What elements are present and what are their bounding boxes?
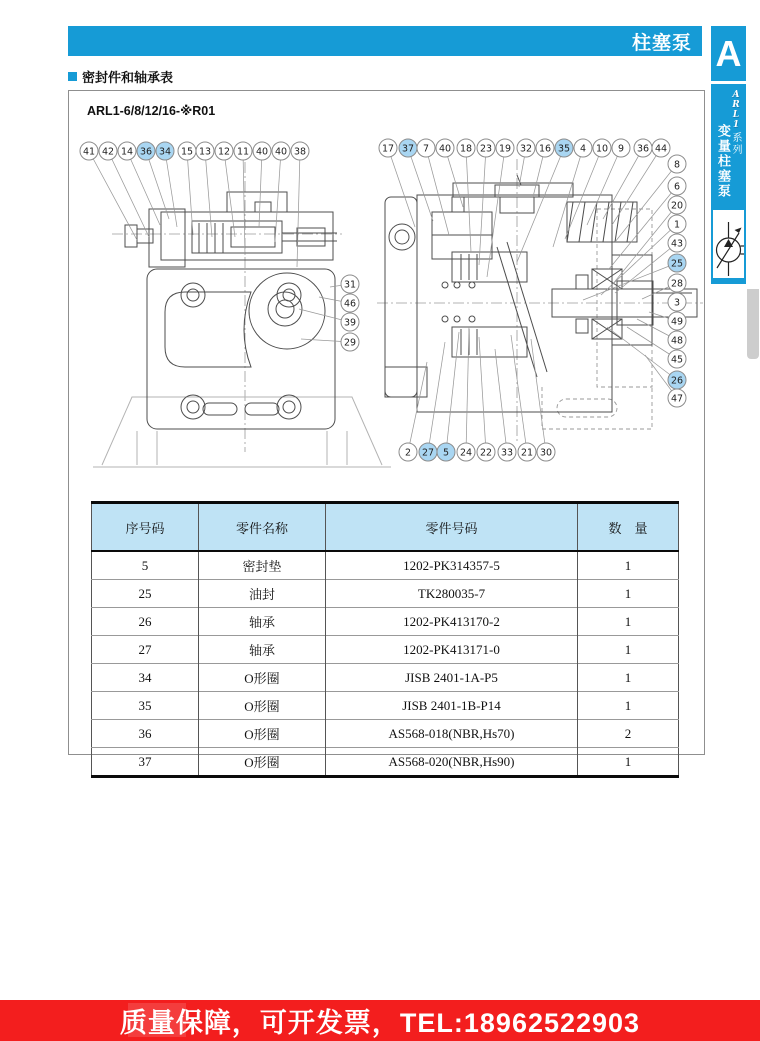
table-header-cell: 零件号码	[326, 503, 578, 552]
callout-number: 31	[343, 279, 357, 291]
table-header-cell: 序号码	[92, 503, 199, 552]
callout-number: 29	[343, 337, 357, 349]
callout-number: 26	[670, 375, 684, 387]
footer-banner	[0, 1000, 760, 1041]
callout-leader-line	[607, 327, 677, 380]
callout-number: 10	[595, 143, 609, 155]
logo-letter: L	[732, 110, 740, 120]
table-row	[92, 608, 679, 636]
parts-table	[91, 501, 679, 778]
callout-number: 34	[158, 146, 172, 158]
callout-number: 21	[520, 447, 534, 459]
callout-number: 28	[670, 278, 684, 290]
callout-leader-line	[187, 151, 193, 235]
callout-leader-line	[428, 342, 445, 452]
callout-number: 1	[673, 219, 681, 231]
callout-number: 45	[670, 354, 684, 366]
table-cell: 35	[92, 692, 199, 720]
callout-number: 47	[670, 393, 684, 405]
table-cell: 1	[578, 551, 679, 580]
section-heading	[68, 67, 173, 86]
callout-number: 46	[343, 298, 357, 310]
callout-leader-line	[565, 148, 602, 239]
table-cell: 轴承	[199, 636, 326, 664]
table-cell: O形圈	[199, 692, 326, 720]
section-view-drawing	[377, 159, 703, 442]
table-cell: AS568-020(NBR,Hs90)	[326, 748, 578, 777]
page-edge-tab	[747, 289, 759, 359]
callout-number: 27	[421, 447, 435, 459]
callout-leader-line	[165, 151, 177, 227]
page-title-bar	[68, 26, 702, 56]
series-name: 变量柱塞泵	[716, 124, 731, 199]
callout-leader-line	[466, 148, 471, 252]
callout-number: 42	[101, 146, 115, 158]
series-label: 系列	[730, 132, 741, 156]
callout-number: 36	[139, 146, 153, 158]
callout-leader-line	[275, 151, 281, 242]
callout-leader-line	[388, 148, 415, 227]
callout-leader-line	[479, 337, 486, 452]
table-row	[92, 664, 679, 692]
variable-pump-symbol-icon	[713, 210, 744, 278]
table-cell: 1202-PK314357-5	[326, 551, 578, 580]
table-row	[92, 748, 679, 777]
callout-leader-line	[479, 148, 486, 265]
table-row	[92, 720, 679, 748]
callout-leader-line	[466, 327, 469, 452]
callout-leader-line	[615, 164, 677, 242]
logo-letter: R	[732, 100, 740, 110]
table-cell: 1	[578, 580, 679, 608]
table-cell: 轴承	[199, 608, 326, 636]
callout-leader-line	[259, 151, 262, 227]
callout-number: 40	[438, 143, 452, 155]
sidebar-section-tab	[711, 26, 746, 81]
callout-number: 20	[670, 200, 684, 212]
table-row	[92, 580, 679, 608]
table-cell: 油封	[199, 580, 326, 608]
callout-number: 24	[459, 447, 473, 459]
table-cell: 36	[92, 720, 199, 748]
table-cell: O形圈	[199, 748, 326, 777]
callout-number: 5	[442, 447, 450, 459]
bullet-square-icon	[68, 72, 77, 81]
callout-leader-line	[127, 151, 160, 225]
callout-number: 48	[670, 335, 684, 347]
table-cell: AS568-018(NBR,Hs70)	[326, 720, 578, 748]
callout-number: 40	[274, 146, 288, 158]
callout-number: 35	[557, 143, 571, 155]
table-header-row	[92, 503, 679, 552]
table-cell: O形圈	[199, 720, 326, 748]
callout-number: 11	[236, 146, 250, 158]
table-header-cell: 数 量	[578, 503, 679, 552]
callout-number: 19	[498, 143, 512, 155]
table-row	[92, 551, 679, 580]
callout-number: 32	[519, 143, 533, 155]
callout-leader-line	[224, 151, 235, 237]
table-cell: 1	[578, 608, 679, 636]
callout-leader-line	[531, 339, 546, 452]
table-cell: 25	[92, 580, 199, 608]
callout-number: 23	[479, 143, 493, 155]
callout-number: 8	[673, 159, 681, 171]
callout-leader-line	[609, 186, 677, 269]
callout-leader-line	[426, 148, 449, 235]
mounting-base-outline	[93, 397, 391, 467]
section-heading-text: 密封件和轴承表	[82, 70, 174, 85]
table-cell: 26	[92, 608, 199, 636]
callout-number: 6	[673, 181, 681, 193]
callout-number: 49	[670, 316, 684, 328]
callout-number: 15	[180, 146, 194, 158]
callout-number: 38	[293, 146, 307, 158]
callout-number: 37	[401, 143, 415, 155]
callout-number: 13	[198, 146, 212, 158]
callout-number: 14	[120, 146, 134, 158]
logo-letter: 1	[732, 120, 740, 130]
callout-number: 4	[579, 143, 587, 155]
callout-number: 43	[670, 238, 684, 250]
part-callouts	[80, 139, 686, 461]
parts-table-wrap	[91, 501, 682, 778]
content-box	[68, 90, 705, 770]
table-cell: 1	[578, 636, 679, 664]
callout-number: 44	[654, 143, 668, 155]
callout-number: 2	[404, 447, 412, 459]
page-title: 柱塞泵	[631, 32, 692, 54]
callout-number: 17	[381, 143, 395, 155]
callout-number: 39	[343, 317, 357, 329]
table-cell: 37	[92, 748, 199, 777]
table-cell: JISB 2401-1A-P5	[326, 664, 578, 692]
callout-number: 16	[538, 143, 552, 155]
callout-leader-line	[587, 148, 621, 225]
pump-diagrams-svg	[73, 135, 703, 475]
hydraulic-symbol-box	[713, 210, 744, 278]
table-header-cell: 零件名称	[199, 503, 326, 552]
callout-leader-line	[297, 151, 300, 267]
table-cell: 1202-PK413171-0	[326, 636, 578, 664]
table-cell: 密封垫	[199, 551, 326, 580]
table-cell: 1202-PK413170-2	[326, 608, 578, 636]
table-cell: 1	[578, 664, 679, 692]
logo-letter: A	[732, 90, 740, 100]
callout-leader-line	[205, 151, 212, 237]
callout-number: 30	[539, 447, 553, 459]
table-cell: JISB 2401-1B-P14	[326, 692, 578, 720]
callout-number: 12	[217, 146, 231, 158]
table-cell: 1	[578, 692, 679, 720]
callout-number: 7	[422, 143, 430, 155]
table-cell: 2	[578, 720, 679, 748]
table-cell: 1	[578, 748, 679, 777]
table-cell: 27	[92, 636, 199, 664]
callout-number: 25	[670, 258, 684, 270]
callout-number: 9	[617, 143, 625, 155]
table-cell: 34	[92, 664, 199, 692]
callout-leader-line	[511, 335, 527, 452]
footer-banner-text: 质量保障，可开发票，TEL:18962522903	[119, 1008, 641, 1038]
callout-leader-line	[89, 151, 137, 240]
table-row	[92, 692, 679, 720]
table-cell: O形圈	[199, 664, 326, 692]
callout-number: 22	[479, 447, 493, 459]
callout-leader-line	[612, 205, 677, 285]
model-number: ARL1-6/8/12/16-※R01	[87, 104, 216, 118]
section-letter: A	[715, 33, 742, 74]
callout-number: 36	[636, 143, 650, 155]
callout-number: 33	[500, 447, 514, 459]
callout-leader-line	[495, 349, 507, 452]
callout-number: 18	[459, 143, 473, 155]
sidebar-series-strip	[711, 84, 746, 284]
table-cell: TK280035-7	[326, 580, 578, 608]
table-row	[92, 636, 679, 664]
callout-number: 3	[673, 297, 681, 309]
callout-number: 41	[82, 146, 96, 158]
callout-number: 40	[255, 146, 269, 158]
table-cell: 5	[92, 551, 199, 580]
